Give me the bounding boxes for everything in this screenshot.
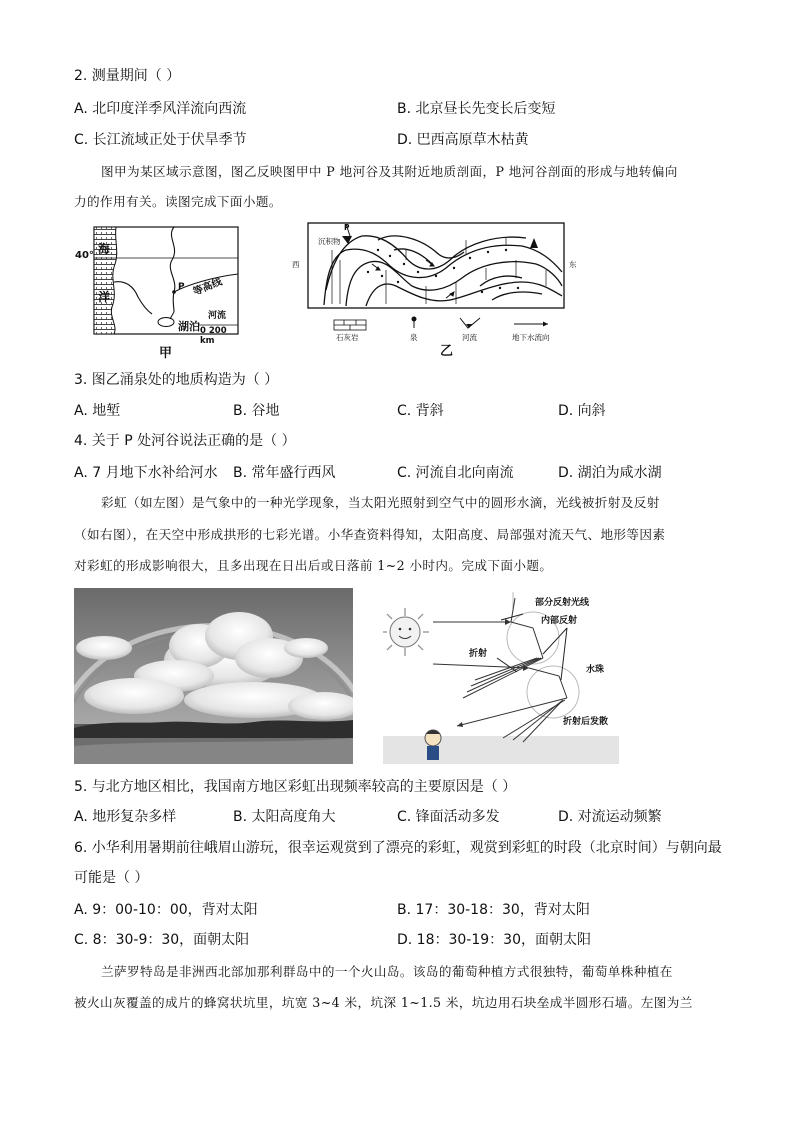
- label-partial-reflection: 部分反射光线: [535, 598, 590, 608]
- q4-option-d: D. 湖泊为咸水湖: [558, 465, 662, 481]
- q6-option-b: B. 17：30-18：30，背对太阳: [397, 902, 590, 918]
- passage2-line3: 对彩虹的形成影响很大，且多出现在日出后或日落前 1~2 小时内。完成下面小题。: [74, 558, 553, 573]
- q2-option-c: C. 长江流域正处于伏旱季节: [74, 132, 247, 148]
- passage2-line2: （如右图），在天空中形成拱形的七彩光谱。小华查资料得知，太阳高度、局部强对流天气、地形等因素: [74, 527, 666, 542]
- legend-groundwater: 地下水流向: [512, 333, 550, 342]
- q2-option-b: B. 北京昼长先变长后变短: [397, 101, 556, 117]
- passage2-line1: 彩虹（如左图）是气象中的一种光学现象，当太阳光照射到空气中的圆形水滴，光线被折射及反射: [101, 495, 660, 510]
- legend-limestone: 石灰岩: [336, 333, 359, 342]
- q6-stem-line1: 6. 小华利用暑期前往峨眉山游玩，很幸运观赏到了漂亮的彩虹，观赏到彩虹的时段（北京时间）与朝向最: [74, 840, 722, 856]
- sediment-label: 沉积物: [318, 237, 341, 246]
- passage1-line1: 图甲为某区域示意图，图乙反映图甲中 P 地河谷及其附近地质剖面，P 地河谷剖面的形成与地转偏向: [101, 164, 678, 179]
- q4-stem: 4. 关于 P 处河谷说法正确的是（ ）: [74, 433, 296, 449]
- q2-stem: 2. 测量期间（ ）: [74, 68, 181, 84]
- sea-label-1: 海: [98, 242, 111, 256]
- q6-stem-line2: 可能是（ ）: [74, 870, 149, 886]
- legend-spring: 泉: [410, 333, 418, 342]
- river-label: 河流: [208, 311, 227, 321]
- q2-option-a: A. 北印度洋季风洋流向西流: [74, 101, 247, 117]
- passage3-line1: 兰萨罗特岛是非洲西北部加那利群岛中的一个火山岛。该岛的葡萄种植方式很独特，葡萄单株种植在: [101, 964, 673, 979]
- q5-stem: 5. 与北方地区相比，我国南方地区彩虹出现频率较高的主要原因是（ ）: [74, 779, 517, 795]
- label-dispersion: 折射后发散: [563, 717, 609, 727]
- figure-jia-caption: 甲: [159, 346, 173, 361]
- q3-option-c: C. 背斜: [397, 403, 444, 419]
- q5-option-d: D. 对流运动频繁: [558, 809, 662, 825]
- figure-yi: [286, 220, 586, 360]
- scale-label: 0 200 km: [200, 326, 227, 346]
- q3-option-a: A. 地堑: [74, 403, 121, 419]
- label-internal-reflection: 内部反射: [541, 616, 578, 626]
- q5-option-c: C. 锋面活动多发: [397, 809, 500, 825]
- q3-stem: 3. 图乙涌泉处的地质构造为（ ）: [74, 372, 279, 388]
- label-refraction: 折射: [469, 649, 488, 659]
- q3-option-d: D. 向斜: [558, 403, 606, 419]
- latitude-label: 40°: [75, 250, 94, 261]
- q6-option-c: C. 8：30-9：30，面朝太阳: [74, 932, 250, 948]
- q4-option-a: A. 7 月地下水补给河水: [74, 465, 218, 481]
- q3-option-b: B. 谷地: [233, 403, 280, 419]
- q6-option-d: D. 18：30-19：30，面朝太阳: [397, 932, 591, 948]
- figure-yi-caption: 乙: [440, 344, 454, 359]
- q5-option-a: A. 地形复杂多样: [74, 809, 177, 825]
- q4-option-c: C. 河流自北向南流: [397, 465, 514, 481]
- yi-point-p-label: P: [344, 223, 350, 232]
- q6-option-a: A. 9：00-10：00，背对太阳: [74, 902, 258, 918]
- rainbow-photo: [74, 588, 353, 764]
- passage1-line2: 力的作用有关。读图完成下面小题。: [74, 194, 282, 209]
- lake-label: 湖泊: [178, 320, 200, 333]
- q2-option-d: D. 巴西高原草木枯黄: [397, 132, 529, 148]
- q5-option-b: B. 太阳高度角大: [233, 809, 336, 825]
- sea-label-2: 洋: [98, 290, 111, 304]
- point-p-label: P: [178, 282, 185, 292]
- east-label: 东: [569, 260, 577, 269]
- legend-river: 河流: [462, 333, 477, 342]
- q4-option-b: B. 常年盛行西风: [233, 465, 336, 481]
- passage3-line2: 被火山灰覆盖的成片的蜂窝状坑里，坑宽 3~4 米，坑深 1~1.5 米，坑边用石块垒成半圆形石墙。左图为兰: [74, 995, 693, 1010]
- figure-jia: [74, 222, 242, 360]
- west-label: 西: [292, 260, 300, 269]
- contour-label: 等高线: [191, 276, 224, 299]
- rainbow-diagram: [383, 588, 619, 764]
- label-droplet: 水珠: [586, 665, 605, 675]
